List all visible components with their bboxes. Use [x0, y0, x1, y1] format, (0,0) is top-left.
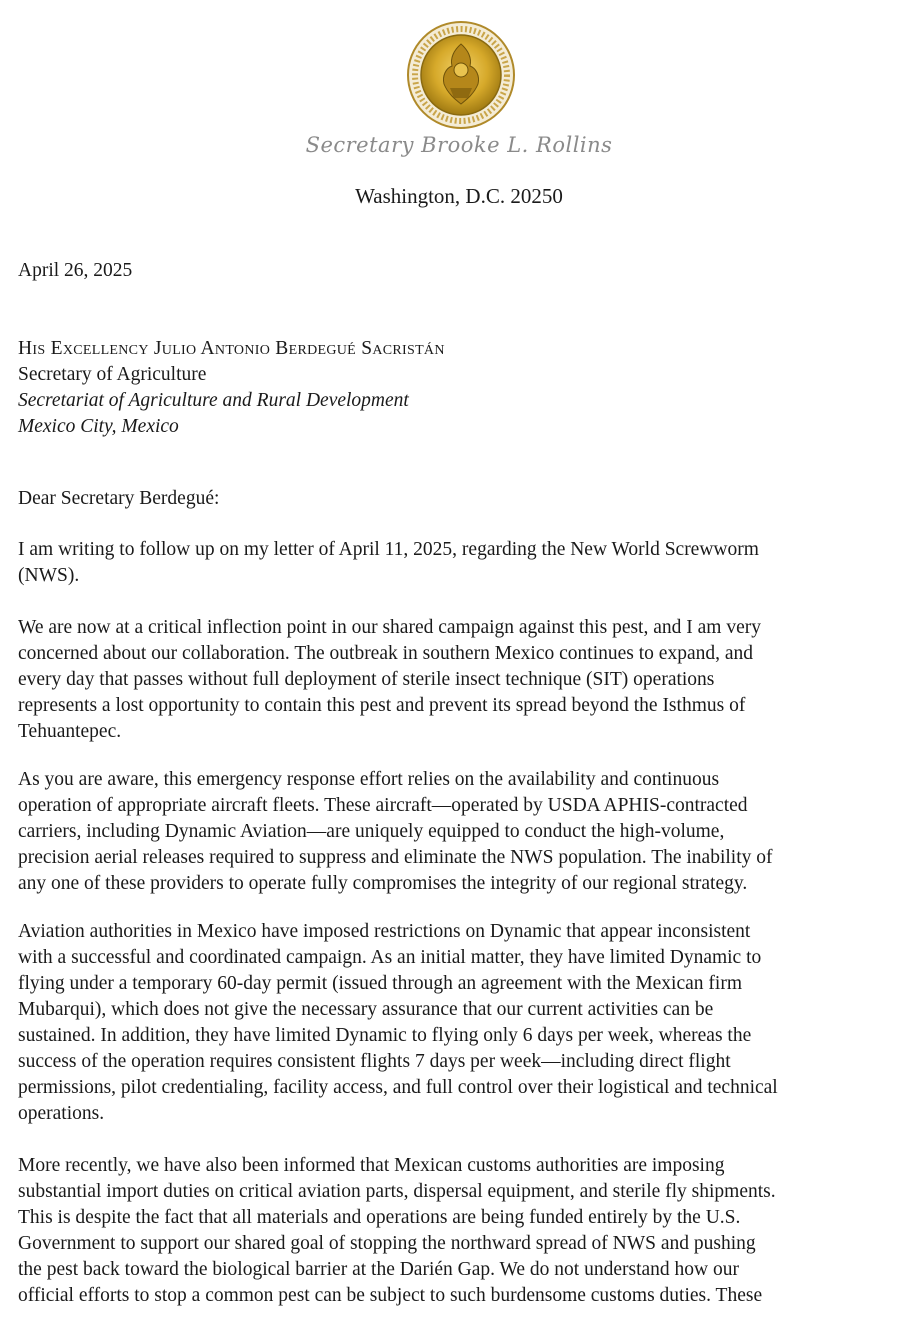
paragraph-line: with a successful and coordinated campaign. As an initial matter, they have limited Dynamic to [18, 947, 762, 968]
recipient-location: Mexico City, Mexico [18, 416, 179, 437]
paragraph-line: carriers, including Dynamic Aviation—are uniquely equipped to conduct the high-volume, [18, 821, 725, 842]
paragraph-line: Government to support our shared goal of stopping the northward spread of NWS and pushing [18, 1233, 756, 1254]
paragraph-line: flying under a temporary 60-day permit (issued through an agreement with the Mexican firm [18, 973, 742, 994]
paragraph-line: every day that passes without full deployment of sterile insect technique (SIT) operations [18, 669, 715, 690]
paragraph [18, 1153, 914, 1309]
paragraph-line: success of the operation requires consistent flights 7 days per week—including direct flight [18, 1051, 731, 1072]
letterhead-signature: Secretary Brooke L. Rollins [305, 133, 613, 157]
recipient-name: His Excellency Julio Antonio Berdegué Sacristán [18, 338, 445, 359]
recipient-organization: Secretariat of Agriculture and Rural Development [18, 390, 409, 411]
recipient-title: Secretary of Agriculture [18, 364, 207, 385]
paragraph-line: sustained. In addition, they have limited Dynamic to flying only 6 days per week, whereas the [18, 1025, 752, 1046]
paragraph-line: substantial import duties on critical aviation parts, dispersal equipment, and sterile fly shipments. [18, 1181, 776, 1202]
usda-seal-icon [406, 20, 516, 130]
recipient-block [18, 336, 914, 440]
paragraph-line: Aviation authorities in Mexico have imposed restrictions on Dynamic that appear inconsistent [18, 921, 751, 942]
paragraph [18, 537, 914, 589]
paragraph-line: This is despite the fact that all materials and operations are being funded entirely by the U.S. [18, 1207, 741, 1228]
letter-date: April 26, 2025 [18, 260, 133, 281]
paragraph-line: concerned about our collaboration. The outbreak in southern Mexico continues to expand, and [18, 643, 754, 664]
paragraph-line: More recently, we have also been informed that Mexican customs authorities are imposing [18, 1155, 725, 1176]
letterhead-city: Washington, D.C. 20250 [355, 184, 563, 208]
paragraph-line: permissions, pilot credentialing, facility access, and full control over their logistical and technical [18, 1077, 778, 1098]
paragraph-line: the pest back toward the biological barrier at the Darién Gap. We do not understand how our [18, 1259, 739, 1280]
paragraph-line: represents a lost opportunity to contain this pest and prevent its spread beyond the Isthmus of [18, 695, 746, 716]
paragraph [18, 919, 914, 1127]
paragraph-line: precision aerial releases required to suppress and eliminate the NWS population. The inability of [18, 847, 773, 868]
paragraph-line: As you are aware, this emergency response effort relies on the availability and continuous [18, 769, 720, 790]
paragraph-line: operation of appropriate aircraft fleets. These aircraft—operated by USDA APHIS-contracted [18, 795, 748, 816]
paragraph [18, 615, 914, 745]
salutation: Dear Secretary Berdegué: [18, 488, 220, 509]
paragraph-line: operations. [18, 1103, 105, 1124]
paragraph-line: I am writing to follow up on my letter of April 11, 2025, regarding the New World Screwworm [18, 539, 759, 560]
paragraph-line: Mubarqui), which does not give the necessary assurance that our current activities can be [18, 999, 714, 1020]
paragraph [18, 767, 914, 897]
paragraph-line: official efforts to stop a common pest can be subject to such burdensome customs duties. These [18, 1285, 763, 1306]
paragraph-line: (NWS). [18, 565, 80, 586]
paragraph-line: Tehuantepec. [18, 721, 122, 742]
paragraph-line: We are now at a critical inflection point in our shared campaign against this pest, and I am very [18, 617, 761, 638]
paragraph-line: any one of these providers to operate fully compromises the integrity of our regional strategy. [18, 873, 748, 894]
